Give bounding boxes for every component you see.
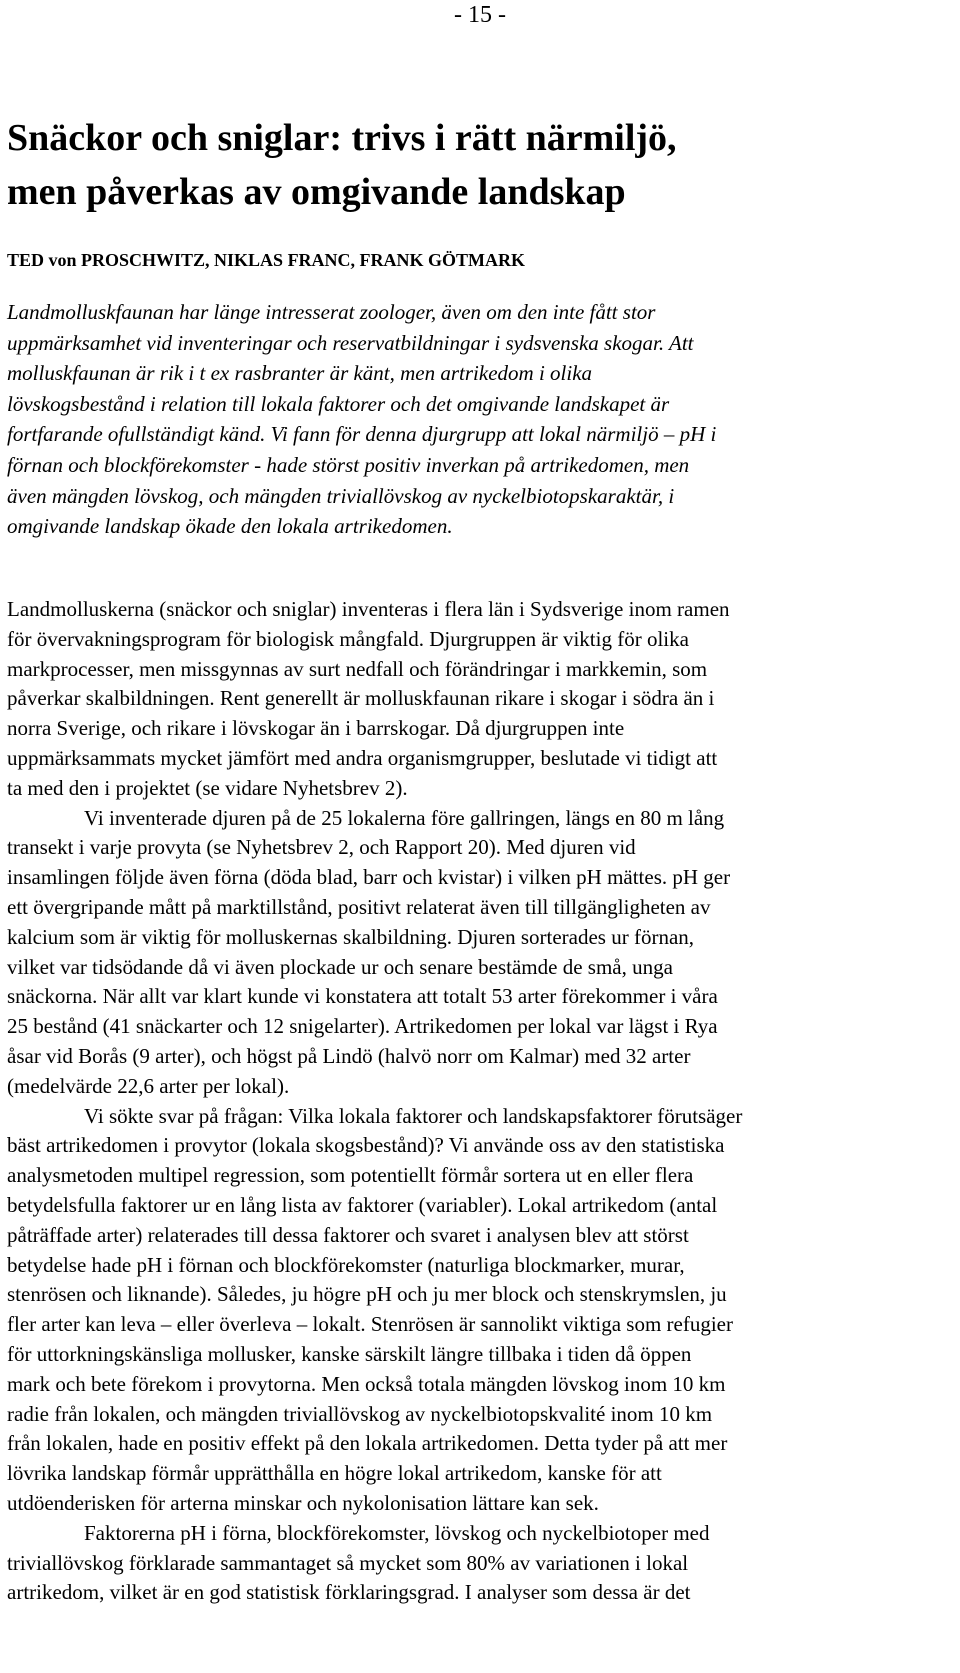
abstract-line: uppmärksamhet vid inventeringar och reservatbildningar i sydsvenska skogar. Att [7, 330, 694, 355]
body-line: stenrösen och liknande). Således, ju högre pH och ju mer block och stenskrymslen, ju [7, 1282, 727, 1307]
body-line: kalcium som är viktig för molluskernas skalbildning. Djuren sorterades ur förnan, [7, 924, 695, 949]
body-line: fler arter kan leva – eller överleva – lokalt. Stenrösen är sannolikt viktiga som refugier [7, 1312, 733, 1337]
page-number: - 15 - [454, 2, 506, 28]
body-line: för övervakningsprogram för biologisk mångfald. Djurgruppen är viktig för olika [7, 626, 689, 651]
abstract-line: omgivande landskap ökade den lokala artrikedomen. [7, 514, 453, 539]
article-authors: TED von PROSCHWITZ, NIKLAS FRANC, FRANK GÖTMARK [7, 250, 526, 270]
title-line: Snäckor och sniglar: trivs i rätt närmiljö, [7, 117, 677, 159]
body-line: Vi sökte svar på frågan: Vilka lokala faktorer och landskapsfaktorer förutsäger [84, 1103, 743, 1128]
article-title [7, 111, 952, 219]
body-line: 25 bestånd (41 snäckarter och 12 snigelarter). Artrikedomen per lokal var lägst i Rya [7, 1014, 718, 1039]
body-line: påträffade arter) relaterades till dessa faktorer och svaret i analysen blev att störst [7, 1222, 689, 1247]
abstract-paragraph [7, 297, 955, 542]
body-line: betydelsfulla faktorer ur en lång lista av faktorer (variabler). Lokal artrikedom (antal [7, 1192, 718, 1217]
abstract-line: molluskfaunan är rik i t ex rasbranter är känt, men artrikedom i olika [7, 361, 593, 386]
body-line: Landmolluskerna (snäckor och sniglar) inventeras i flera län i Sydsverige inom ramen [7, 597, 730, 621]
body-line: insamlingen följde även förna (döda blad, barr och kvistar) i vilken pH mättes. pH ger [7, 865, 731, 890]
body-line: påverkar skalbildningen. Rent generellt är molluskfaunan rikare i skogar i södra än i [7, 686, 715, 711]
body-line: lövrika landskap förmår upprätthålla en högre lokal artrikedom, kanske för att [7, 1461, 662, 1486]
article-body [7, 595, 955, 1608]
body-line: för uttorkningskänsliga mollusker, kanske särskilt längre tillbaka i tiden då öppen [7, 1341, 692, 1366]
body-line: vilket var tidsödande då vi även plockade ur och senare bestämde de små, unga [7, 954, 673, 979]
abstract-line: lövskogsbestånd i relation till lokala faktorer och det omgivande landskapet är [7, 391, 670, 416]
body-line: radie från lokalen, och mängden triviallövskog av nyckelbiotopskvalité inom 10 km [7, 1401, 713, 1426]
body-line: Faktorerna pH i förna, blockförekomster, lövskog och nyckelbiotoper med [84, 1520, 710, 1545]
body-line: ett övergripande mått på marktillstånd, positivt relaterat även till tillgängligheten av [7, 894, 711, 919]
body-line: bäst artrikedomen i provytor (lokala skogsbestånd)? Vi använde oss av den statistiska [7, 1133, 725, 1158]
body-line: Vi inventerade djuren på de 25 lokalerna före gallringen, längs en 80 m lång [84, 805, 725, 830]
body-line: analysmetoden multipel regression, som potentiellt förmår sortera ut en eller flera [7, 1163, 694, 1188]
body-line: uppmärksammats mycket jämfört med andra organismgrupper, beslutade vi tidigt att [7, 745, 718, 770]
body-line: utdöenderisken för arterna minskar och nykolonisation lättare kan sek. [7, 1490, 599, 1515]
body-line: artrikedom, vilket är en god statistisk förklaringsgrad. I analyser som dessa är det [7, 1580, 691, 1605]
title-line: men påverkas av omgivande landskap [7, 171, 626, 213]
body-line: snäckorna. När allt var klart kunde vi konstatera att totalt 53 arter förekommer i våra [7, 984, 718, 1009]
body-line: (medelvärde 22,6 arter per lokal). [7, 1073, 290, 1098]
body-line: ta med den i projektet (se vidare Nyhetsbrev 2). [7, 775, 408, 800]
body-line: mark och bete förekom i provytorna. Men också totala mängden lövskog inom 10 km [7, 1371, 726, 1396]
body-line: transekt i varje provyta (se Nyhetsbrev 2, och Rapport 20). Med djuren vid [7, 835, 636, 860]
abstract-line: fortfarande ofullständigt känd. Vi fann för denna djurgrupp att lokal närmiljö – pH i [7, 422, 717, 447]
body-line: norra Sverige, och rikare i lövskogar än i barrskogar. Då djurgruppen inte [7, 716, 625, 741]
body-line: åsar vid Borås (9 arter), och högst på Lindö (halvö norr om Kalmar) med 32 arter [7, 1043, 691, 1068]
abstract-line: även mängden lövskog, och mängden triviallövskog av nyckelbiotopskaraktär, i [7, 483, 675, 508]
body-line: markprocesser, men missgynnas av surt nedfall och förändringar i markkemin, som [7, 656, 708, 681]
body-line: betydelse hade pH i förnan och blockförekomster (naturliga blockmarker, murar, [7, 1252, 685, 1277]
body-line: från lokalen, hade en positiv effekt på den lokala artrikedomen. Detta tyder på att mer [7, 1431, 728, 1456]
body-line: triviallövskog förklarade sammantaget så mycket som 80% av variationen i lokal [7, 1550, 689, 1575]
abstract-line: förnan och blockförekomster - hade störst positiv inverkan på artrikedomen, men [7, 452, 690, 477]
abstract-line: Landmolluskfaunan har länge intresserat zoologer, även om den inte fått stor [7, 300, 656, 324]
